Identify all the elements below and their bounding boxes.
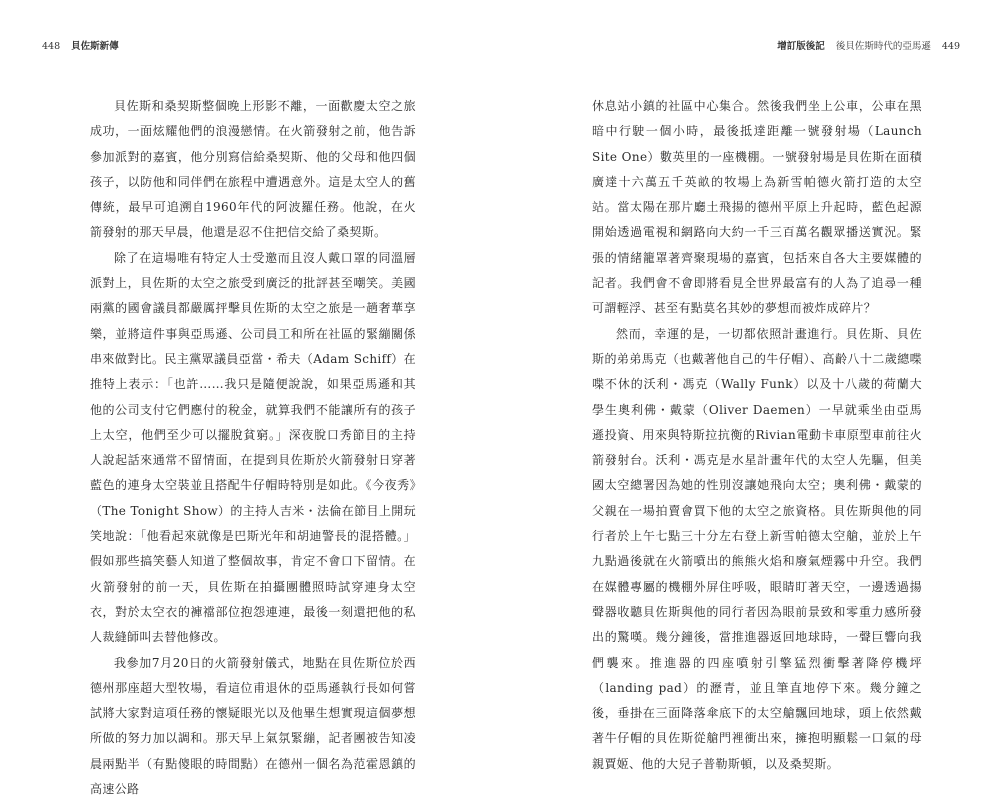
- paragraph: 除了在這場唯有特定人士受邀而且沒人戴口罩的同溫層派對上，貝佐斯的太空之旅受到廣泛的批評甚至嘲笑。美國兩黨的國會議員都嚴厲抨擊貝佐斯的太空之旅是一趟奢華享樂，並將這件事與亞馬遜、公司員工和所在社區的緊繃關係串來做對比。民主黨眾議員亞當・希夫（Adam Schiff）在推特上表示：「也許……我只是隨便說說，如果亞馬遜和其他的公司支付它們應付的稅金，就算我們不能讓所有的孩子上太空，他們至少可以擺脫貧窮。」深夜脫口秀節目的主持人說起話來通常不留情面，在提到貝佐斯於火箭發射日穿著藍色的連身太空裝並且搭配牛仔帽時特別是如此。《今夜秀》（The Tonight Show）的主持人吉米・法倫在節目上開玩笑地說：「他看起來就像是巴斯光年和胡迪警長的混搭體。」假如那些搞笑藝人知道了整個故事，肯定不會口下留情。在火箭發射的前一天，貝佐斯在拍攝團體照時試穿連身太空衣，對於太空衣的褲襠部位抱怨連連，最後一刻還把他的私人裁縫師叫去替他修改。: [90, 250, 416, 645]
- right-body-text: [592, 94, 922, 777]
- left-body-text: [90, 94, 416, 802]
- left-running-header: [42, 38, 119, 52]
- left-page: [0, 0, 500, 797]
- paragraph: 然而，幸運的是，一切都依照計畫進行。貝佐斯、貝佐斯的弟弟馬克（也戴著他自己的牛仔帽）、高齡八十二歲總喋喋不休的沃利・馮克（Wally Funk）以及十八歲的荷蘭大學生奧利佛・戴蒙（Oliver Daemen）一早就乘坐由亞馬遜投資、用來與特斯拉抗衡的Rivian電動卡車原型車前往火箭發射台。沃利・馮克是水星計畫年代的太空人先驅，但美國太空總署因為她的性別沒讓她飛向太空；奧利佛・戴蒙的父親在一場拍賣會買下他的太空之旅資格。貝佐斯與他的同行者於上午七點三十分左右登上新雪帕德太空艙，並於上午九點過後就在火箭噴出的熊熊火焰和廢氣煙霧中升空。我們在媒體專屬的機棚外屏住呼吸，眼睛盯著天空，一邊透過揚聲器收聽貝佐斯與他的同行者因為眼前景致和零重力感所發出的驚嘆。幾分鐘後，當推進器返回地球時，一聲巨響向我們襲來。推進器的四座噴射引擎猛烈衝擊著降停機坪（landing pad）的瀝青，並且筆直地停下來。幾分鐘之後，垂掛在三面降落傘底下的太空艙飄回地球，頭上依然戴著牛仔帽的貝佐斯從艙門裡衝出來，擁抱明顯鬆一口氣的母親賈姬、他的大兒子普勒斯頓，以及桑契斯。: [592, 326, 922, 771]
- right-page: [500, 0, 1000, 771]
- paragraph: 我參加7月20日的火箭發射儀式，地點在貝佐斯位於西德州那座超大型牧場，看這位甫退休的亞馬遜執行長如何嘗試將大家對這項任務的懷疑眼光以及他畢生想實現這個夢想所做的努力加以調和。那天早上氣氛緊繃，記者團被告知凌晨兩點半（有點傻眼的時間點）在德州一個名為范霍恩鎮的高速公路: [90, 655, 416, 797]
- paragraph: 貝佐斯和桑契斯整個晚上形影不離，一面歡慶太空之旅成功，一面炫耀他們的浪漫戀情。在火箭發射之前，他告訴參加派對的嘉賓，他分別寫信給桑契斯、他的父母和他四個孩子，以防他和同伴們在旅程中遭遇意外。這是太空人的舊傳統，最早可追溯自1960年代的阿波羅任務。他說，在火箭發射的那天早晨，他還是忍不住把信交給了桑契斯。: [90, 99, 416, 240]
- chapter-title: 後貝佐斯時代的亞馬遜: [835, 41, 931, 52]
- right-running-header: [777, 38, 960, 52]
- section-title: 增訂版後記: [777, 41, 825, 52]
- left-page-number: 448: [42, 41, 61, 52]
- book-title: 貝佐斯新傳: [71, 41, 119, 52]
- right-page-number: 449: [941, 41, 960, 52]
- paragraph: 休息站小鎮的社區中心集合。然後我們坐上公車，公車在黑暗中行駛一個小時，最後抵達距離一號發射場（Launch Site One）數英里的一座機棚。一號發射場是貝佐斯在面積廣達十六萬五千英畝的牧場上為新雪帕德火箭打造的太空站。當太陽在那片廳土飛揚的德州平原上升起時，藍色起源開始透過電視和網路向大約一千三百萬名觀眾播送實況。緊張的情緒籠罩著齊聚現場的嘉賓，包括來自各大主要媒體的記者。我們會不會即將看見全世界最富有的人為了追尋一種可謂輕浮、甚至有點莫名其妙的夢想而被炸成碎片？: [592, 99, 922, 316]
